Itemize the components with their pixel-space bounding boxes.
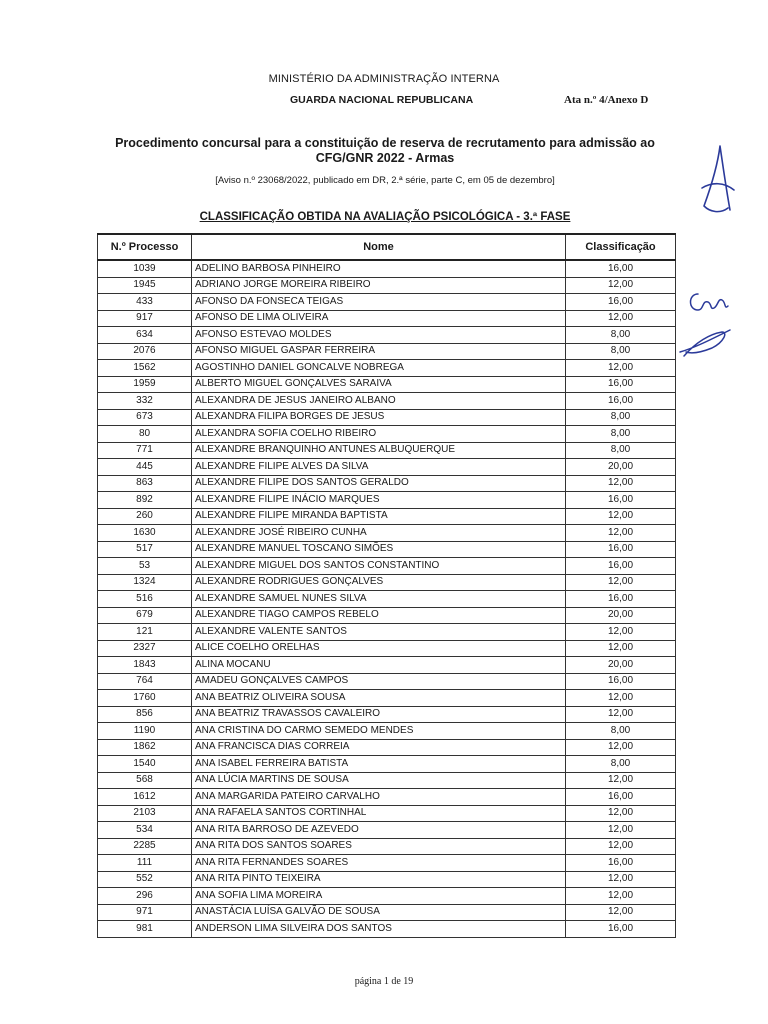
cell-name: AFONSO DE LIMA OLIVEIRA [192,310,566,327]
table-row [98,591,676,608]
table-row [98,756,676,773]
cell-process-number: 1945 [98,277,192,294]
cell-classification: 8,00 [566,343,676,360]
cell-process-number: 445 [98,459,192,476]
cell-process-number: 917 [98,310,192,327]
cell-process-number: 764 [98,673,192,690]
cell-classification: 12,00 [566,310,676,327]
table-row [98,327,676,344]
cell-name: ALBERTO MIGUEL GONÇALVES SARAIVA [192,376,566,393]
cell-name: ADELINO BARBOSA PINHEIRO [192,260,566,277]
cell-name: ANA SOFIA LIMA MOREIRA [192,888,566,905]
table-row [98,409,676,426]
table-body [98,260,676,937]
table-row [98,855,676,872]
cell-classification: 16,00 [566,393,676,410]
results-table [97,233,676,938]
cell-name: ALEXANDRA DE JESUS JANEIRO ALBANO [192,393,566,410]
table-row [98,558,676,575]
cell-process-number: 552 [98,871,192,888]
table-row [98,657,676,674]
table-row [98,624,676,641]
table-row [98,475,676,492]
organization-heading: GUARDA NACIONAL REPUBLICANA [290,94,474,106]
cell-process-number: 111 [98,855,192,872]
table-row [98,888,676,905]
cell-name: ALEXANDRE MIGUEL DOS SANTOS CONSTANTINO [192,558,566,575]
cell-classification: 16,00 [566,376,676,393]
cell-classification: 20,00 [566,607,676,624]
cell-classification: 12,00 [566,871,676,888]
cell-process-number: 771 [98,442,192,459]
column-header-classification: Classificação [566,234,676,260]
cell-name: ANASTÁCIA LUÍSA GALVÃO DE SOUSA [192,904,566,921]
cell-process-number: 1039 [98,260,192,277]
cell-process-number: 1540 [98,756,192,773]
cell-classification: 12,00 [566,277,676,294]
cell-process-number: 2327 [98,640,192,657]
cell-classification: 16,00 [566,294,676,311]
cell-name: ALEXANDRE BRANQUINHO ANTUNES ALBUQUERQUE [192,442,566,459]
cell-process-number: 1630 [98,525,192,542]
cell-name: ANA RITA PINTO TEIXEIRA [192,871,566,888]
cell-classification: 8,00 [566,442,676,459]
table-row [98,294,676,311]
cell-process-number: 296 [98,888,192,905]
cell-process-number: 2285 [98,838,192,855]
table-row [98,723,676,740]
cell-process-number: 1760 [98,690,192,707]
cell-name: ANA LÚCIA MARTINS DE SOUSA [192,772,566,789]
section-title: CLASSIFICAÇÃO OBTIDA NA AVALIAÇÃO PSICOLÓGICA - 3.ª FASE [199,211,571,223]
table-row [98,789,676,806]
cell-classification: 16,00 [566,492,676,509]
cell-classification: 12,00 [566,805,676,822]
cell-classification: 16,00 [566,591,676,608]
page-footer: página 1 de 19 [354,976,414,987]
cell-classification: 8,00 [566,409,676,426]
table-row [98,343,676,360]
cell-process-number: 2103 [98,805,192,822]
table-row [98,426,676,443]
cell-process-number: 121 [98,624,192,641]
cell-classification: 20,00 [566,459,676,476]
cell-name: ANA ISABEL FERREIRA BATISTA [192,756,566,773]
cell-name: AFONSO ESTEVAO MOLDES [192,327,566,344]
cell-name: ALEXANDRE RODRIGUES GONÇALVES [192,574,566,591]
cell-name: AMADEU GONÇALVES CAMPOS [192,673,566,690]
cell-classification: 8,00 [566,723,676,740]
table-row [98,541,676,558]
cell-process-number: 1190 [98,723,192,740]
ministry-heading: MINISTÉRIO DA ADMINISTRAÇÃO INTERNA [268,73,500,85]
ata-reference: Ata n.º 4/Anexo D [564,94,649,106]
cell-classification: 16,00 [566,673,676,690]
cell-process-number: 1843 [98,657,192,674]
table-row [98,310,676,327]
cell-classification: 12,00 [566,888,676,905]
table-row [98,607,676,624]
document-title [100,136,670,166]
cell-process-number: 971 [98,904,192,921]
cell-classification: 8,00 [566,756,676,773]
cell-classification: 8,00 [566,426,676,443]
cell-process-number: 981 [98,921,192,938]
cell-process-number: 892 [98,492,192,509]
cell-classification: 12,00 [566,525,676,542]
cell-name: ANA RITA FERNANDES SOARES [192,855,566,872]
cell-name: ADRIANO JORGE MOREIRA RIBEIRO [192,277,566,294]
cell-process-number: 433 [98,294,192,311]
cell-process-number: 260 [98,508,192,525]
cell-name: AGOSTINHO DANIEL GONCALVE NOBREGA [192,360,566,377]
cell-classification: 12,00 [566,690,676,707]
cell-name: ANA RAFAELA SANTOS CORTINHAL [192,805,566,822]
table-row [98,772,676,789]
cell-process-number: 1959 [98,376,192,393]
cell-name: ANA MARGARIDA PATEIRO CARVALHO [192,789,566,806]
cell-process-number: 679 [98,607,192,624]
cell-classification: 12,00 [566,822,676,839]
table-row [98,904,676,921]
cell-name: ANA CRISTINA DO CARMO SEMEDO MENDES [192,723,566,740]
cell-classification: 12,00 [566,360,676,377]
table-row [98,640,676,657]
cell-process-number: 534 [98,822,192,839]
cell-process-number: 2076 [98,343,192,360]
table-row [98,805,676,822]
cell-name: ALEXANDRE FILIPE ALVES DA SILVA [192,459,566,476]
signature-mark-2 [684,284,734,324]
cell-classification: 16,00 [566,789,676,806]
cell-name: ALICE COELHO ORELHAS [192,640,566,657]
cell-name: ANA BEATRIZ OLIVEIRA SOUSA [192,690,566,707]
cell-process-number: 856 [98,706,192,723]
cell-process-number: 332 [98,393,192,410]
table-row [98,739,676,756]
cell-name: AFONSO DA FONSECA TEIGAS [192,294,566,311]
cell-classification: 16,00 [566,921,676,938]
signature-mark-1 [690,140,740,220]
cell-process-number: 863 [98,475,192,492]
document-title-line-1: Procedimento concursal para a constituição de reserva de recrutamento para admissão ao [115,136,655,150]
cell-name: ALEXANDRE FILIPE DOS SANTOS GERALDO [192,475,566,492]
table-row [98,871,676,888]
cell-name: ALEXANDRA SOFIA COELHO RIBEIRO [192,426,566,443]
column-header-name: Nome [192,234,566,260]
cell-name: ALEXANDRE FILIPE MIRANDA BAPTISTA [192,508,566,525]
cell-process-number: 1324 [98,574,192,591]
table-row [98,260,676,277]
cell-name: ANA BEATRIZ TRAVASSOS CAVALEIRO [192,706,566,723]
cell-process-number: 568 [98,772,192,789]
cell-classification: 12,00 [566,624,676,641]
cell-classification: 8,00 [566,327,676,344]
table-row [98,360,676,377]
cell-name: ALEXANDRE VALENTE SANTOS [192,624,566,641]
signature-mark-3 [676,322,736,362]
cell-name: ALEXANDRE TIAGO CAMPOS REBELO [192,607,566,624]
cell-name: ANDERSON LIMA SILVEIRA DOS SANTOS [192,921,566,938]
document-title-line-2: CFG/GNR 2022 - Armas [315,151,455,165]
table-row [98,673,676,690]
table-row [98,838,676,855]
cell-process-number: 634 [98,327,192,344]
cell-classification: 12,00 [566,706,676,723]
cell-process-number: 517 [98,541,192,558]
table-row [98,525,676,542]
table-row [98,822,676,839]
cell-classification: 16,00 [566,558,676,575]
cell-classification: 20,00 [566,657,676,674]
table-row [98,393,676,410]
cell-name: ALEXANDRE SAMUEL NUNES SILVA [192,591,566,608]
cell-name: ANA RITA DOS SANTOS SOARES [192,838,566,855]
cell-name: AFONSO MIGUEL GASPAR FERREIRA [192,343,566,360]
cell-classification: 12,00 [566,904,676,921]
table-row [98,492,676,509]
cell-process-number: 1862 [98,739,192,756]
cell-process-number: 1562 [98,360,192,377]
cell-name: ANA FRANCISCA DIAS CORREIA [192,739,566,756]
cell-name: ALINA MOCANU [192,657,566,674]
table-row [98,277,676,294]
cell-classification: 12,00 [566,772,676,789]
table-row [98,706,676,723]
cell-classification: 16,00 [566,855,676,872]
cell-classification: 12,00 [566,640,676,657]
column-header-process-number: N.º Processo [98,234,192,260]
cell-name: ALEXANDRE MANUEL TOSCANO SIMÕES [192,541,566,558]
cell-classification: 12,00 [566,574,676,591]
cell-name: ALEXANDRE JOSÉ RIBEIRO CUNHA [192,525,566,542]
cell-classification: 12,00 [566,739,676,756]
cell-classification: 12,00 [566,838,676,855]
table-row [98,459,676,476]
cell-classification: 12,00 [566,475,676,492]
table-row [98,508,676,525]
table-row [98,574,676,591]
table-row [98,442,676,459]
cell-name: ALEXANDRE FILIPE INÁCIO MARQUES [192,492,566,509]
notice-reference: [Aviso n.º 23068/2022, publicado em DR, 2.ª série, parte C, em 05 de dezembro] [215,175,555,186]
cell-classification: 16,00 [566,260,676,277]
cell-process-number: 1612 [98,789,192,806]
table-header-row [98,234,676,260]
cell-process-number: 673 [98,409,192,426]
cell-classification: 16,00 [566,541,676,558]
cell-process-number: 53 [98,558,192,575]
table-row [98,376,676,393]
cell-classification: 12,00 [566,508,676,525]
cell-name: ANA RITA BARROSO DE AZEVEDO [192,822,566,839]
cell-process-number: 516 [98,591,192,608]
cell-process-number: 80 [98,426,192,443]
table-row [98,921,676,938]
table-row [98,690,676,707]
cell-name: ALEXANDRA FILIPA BORGES DE JESUS [192,409,566,426]
